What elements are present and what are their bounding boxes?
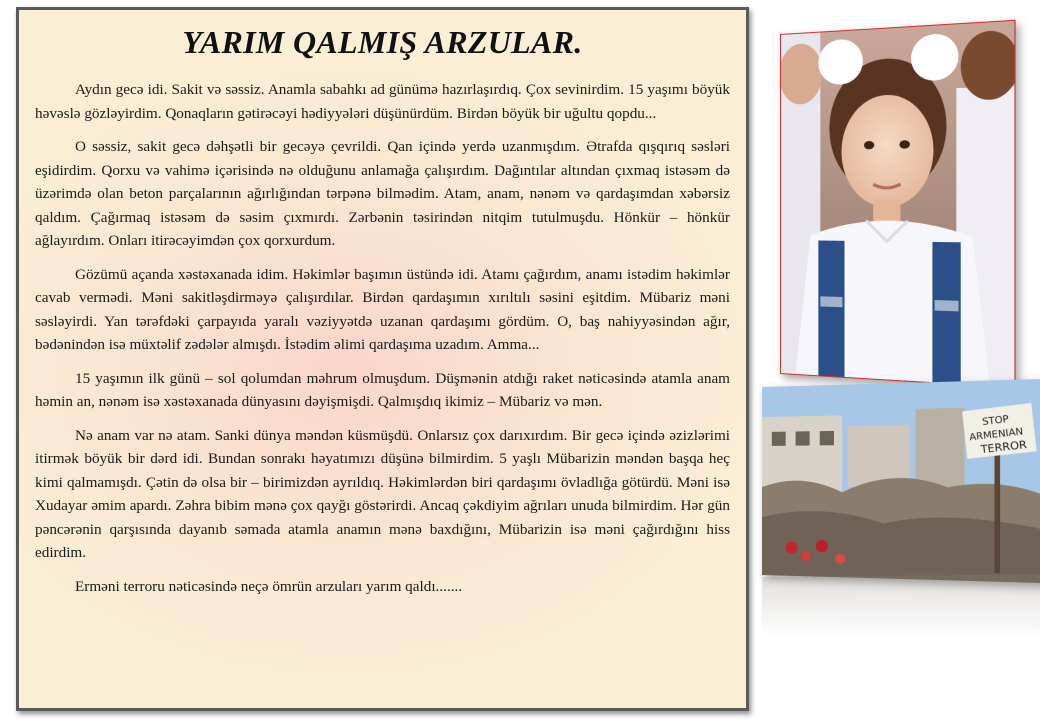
schoolgirl-photo: [780, 20, 1016, 389]
story-paragraph-3: Gözümü açanda xəstəxanada idim. Həkimlər başımın üstündə idi. Atamı çağırdım, anamı istədim həkimlər cavab vermədi. Məni sakitləşdirməyə çalışırdılar. Birdən qardaşımın xırıltılı səsini eşitdim. Mübariz məni səsləyirdi. Yan tərəfdəki çarpayıda yaralı vəziyyətdə uzanan qardaşımı gördüm. O, baş nahiyyəsindən ağır, bədənindən isə müxtəlif zədələr almışdı. İstədim əlimi qardaşıma uzadım. Amma...: [35, 265, 730, 353]
story-paragraph-2: O səssiz, sakit gecə dəhşətli bir gecəyə çevrildi. Qan içində yerdə uzanmışdım. Ətrafda qışqırıq səsləri eşidirdim. Qorxu və vahimə içərisində nə olduğunu anlamağa çalışırdım. Dağıntılar altından çıxmaq istəsəm də üzərimdə olan beton parçalarının ağırlığından tərpənə bilmədim. Atam, anam, nənəm və qardaşımdan xəbərsiz qaldım. Çağırmaq istəsəm də səsim çıxmırdı. Zərbənin təsirindən nitqim tutulmuşdu. Hönkür – hönkür ağlayırdım. Onları itirəcəyimdən çox qorxurdum.: [35, 138, 730, 249]
story-paragraph-4: 15 yaşımın ilk günü – sol qolumdan məhrum olmuşdum. Düşmənin atdığı raket nəticəsində atamla anam həmin an, nənəm isə xəstəxanada dünyasını dəyişmişdi. Qalmışdıq ikimiz – Mübariz və mən.: [35, 369, 730, 410]
schoolgirl-illustration: [781, 21, 1014, 387]
sign-line-2: ARMENIAN: [968, 426, 1024, 444]
destroyed-building-photo: [762, 379, 1040, 584]
story-paragraph-1: Aydın gecə idi. Sakit və səssiz. Anamla sabahkı ad günümə hazırlaşırdıq. Çox sevinirdim. 15 yaşımı böyük həvəslə gözləyirdim. Qonaqların gətirəcəyi hədiyyələri düşünürdüm. Birdən böyük bir uğultu qopdu...: [35, 81, 730, 122]
story-paragraph-5: Nə anam var nə atam. Sanki dünya məndən küsmüşdü. Onlarsız çox darıxırdım. Bir gecə içində əzizlərimi itirmək böyük bir dərd idi. Bundan sonrakı həyatımızı düşünə bilmirdim. 5 yaşlı Mübarizin məndən başqa heç kimi qalmamışdı. Çətin də olsa bir – birimizdən ayrıldıq. Həkimlərdən biri qardaşımı övladlığa götürdü. Məni isə Xudayar əmim apardı. Zəhra bibim mənə çox qayğı göstərirdi. Ancaq çəkdiyim ağrıları unuda bilmirdim. Hər gün pəncərənin qarşısında dayanıb səmada atamla anamın mənə baxdığını, Mübarizin isə məni çağırdığını hiss edirdim.: [35, 426, 730, 561]
story-title: YARIM QALMIŞ ARZULAR.: [182, 24, 583, 60]
sign-line-3: TERROR: [980, 439, 1028, 457]
story-paragraph-6: Erməni terroru nəticəsində neçə ömrün arzuları yarım qaldı.......: [75, 577, 463, 595]
photo-reflection: [762, 574, 1040, 639]
destroyed-building-illustration: [762, 379, 1040, 584]
story-panel: [16, 7, 749, 711]
sign-line-1: STOP: [981, 414, 1010, 429]
